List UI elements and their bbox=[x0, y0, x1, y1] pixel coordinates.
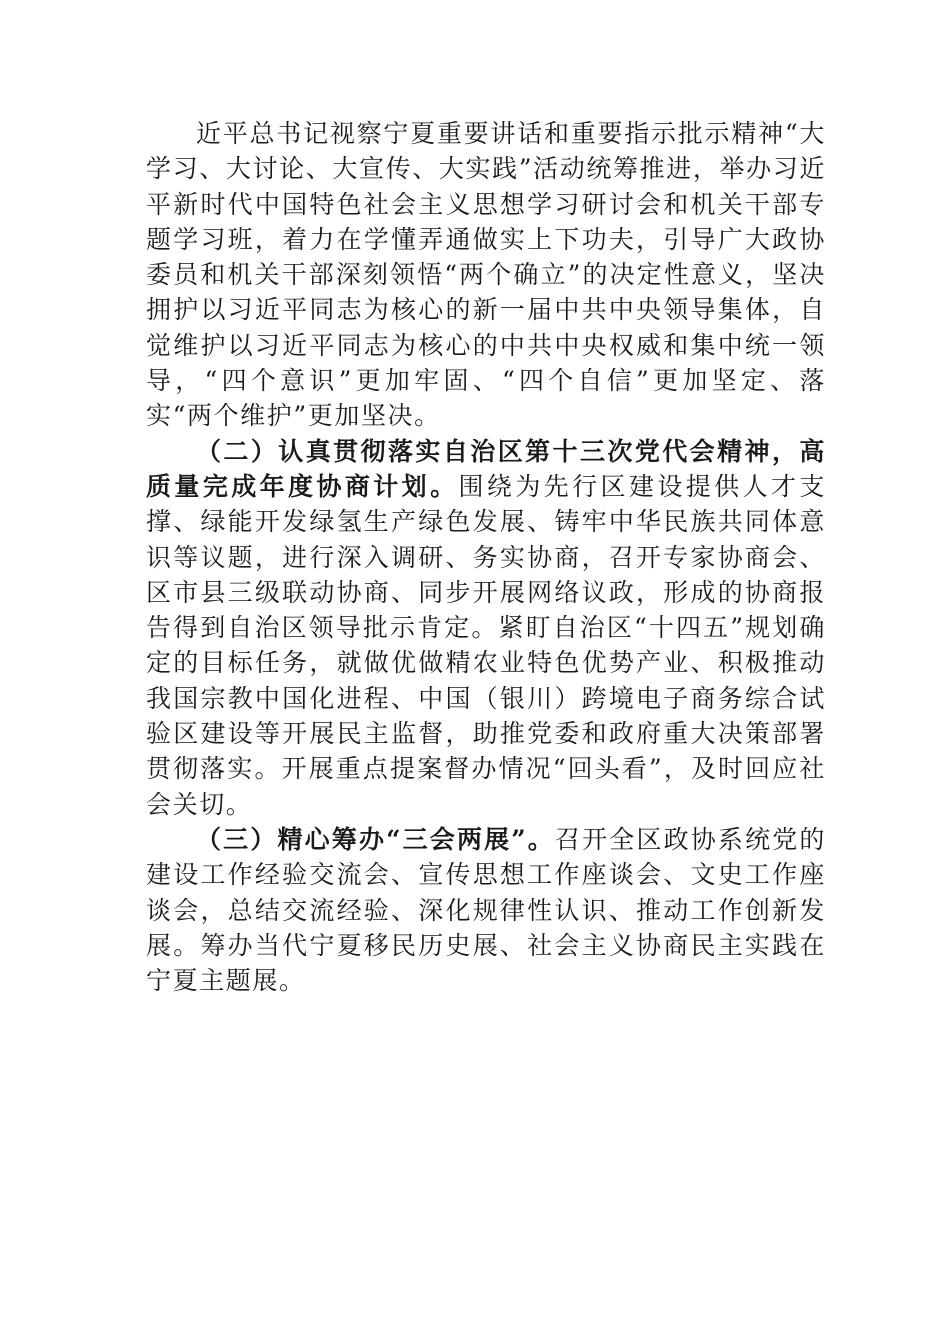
document-body bbox=[146, 116, 826, 998]
paragraph-2 bbox=[146, 434, 826, 822]
paragraph-1 bbox=[146, 116, 826, 434]
paragraph-3-text: 召开全区政协系统党的建设工作经验交流会、宣传思想工作座谈会、文史工作座谈会，总结交流经验、深化规律性认识、推动工作创新发展。筹办当代宁夏移民历史展、社会主义协商民主实践在宁夏主题展。 bbox=[146, 824, 826, 996]
paragraph-2-text: 围绕为先行区建设提供人才支撑、绿能开发绿氢生产绿色发展、铸牢中华民族共同体意识等议题，进行深入调研、务实协商，召开专家协商会、区市县三级联动协商、同步开展网络议政，形成的协商报告得到自治区领导批示肯定。紧盯自治区“十四五”规划确定的目标任务，就做优做精农业特色优势产业、积极推动我国宗教中国化进程、中国（银川）跨境电子商务综合试验区建设等开展民主监督，助推党委和政府重大决策部署贯彻落实。开展重点提案督办情况“回头看”，及时回应社会关切。 bbox=[146, 471, 826, 819]
paragraph-3 bbox=[146, 822, 826, 998]
paragraph-3-heading: （三）精心筹办“三会两展”。 bbox=[196, 824, 555, 854]
paragraph-1-text: 近平总书记视察宁夏重要讲话和重要指示批示精神“大学习、大讨论、大宣传、大实践”活动统筹推进，举办习近平新时代中国特色社会主义思想学习研讨会和机关干部专题学习班，着力在学懂弄通做实上下功夫，引导广大政协委员和机关干部深刻领悟“两个确立”的决定性意义，坚决拥护以习近平同志为核心的新一届中共中央领导集体，自觉维护以习近平同志为核心的中共中央权威和集中统一领导，“四个意识”更加牢固、“四个自信”更加坚定、落实“两个维护”更加坚决。 bbox=[146, 119, 826, 431]
paragraph-2-heading: （二）认真贯彻落实自治区第十三次党代会精神，高质量完成年度协商计划。 bbox=[146, 436, 826, 501]
